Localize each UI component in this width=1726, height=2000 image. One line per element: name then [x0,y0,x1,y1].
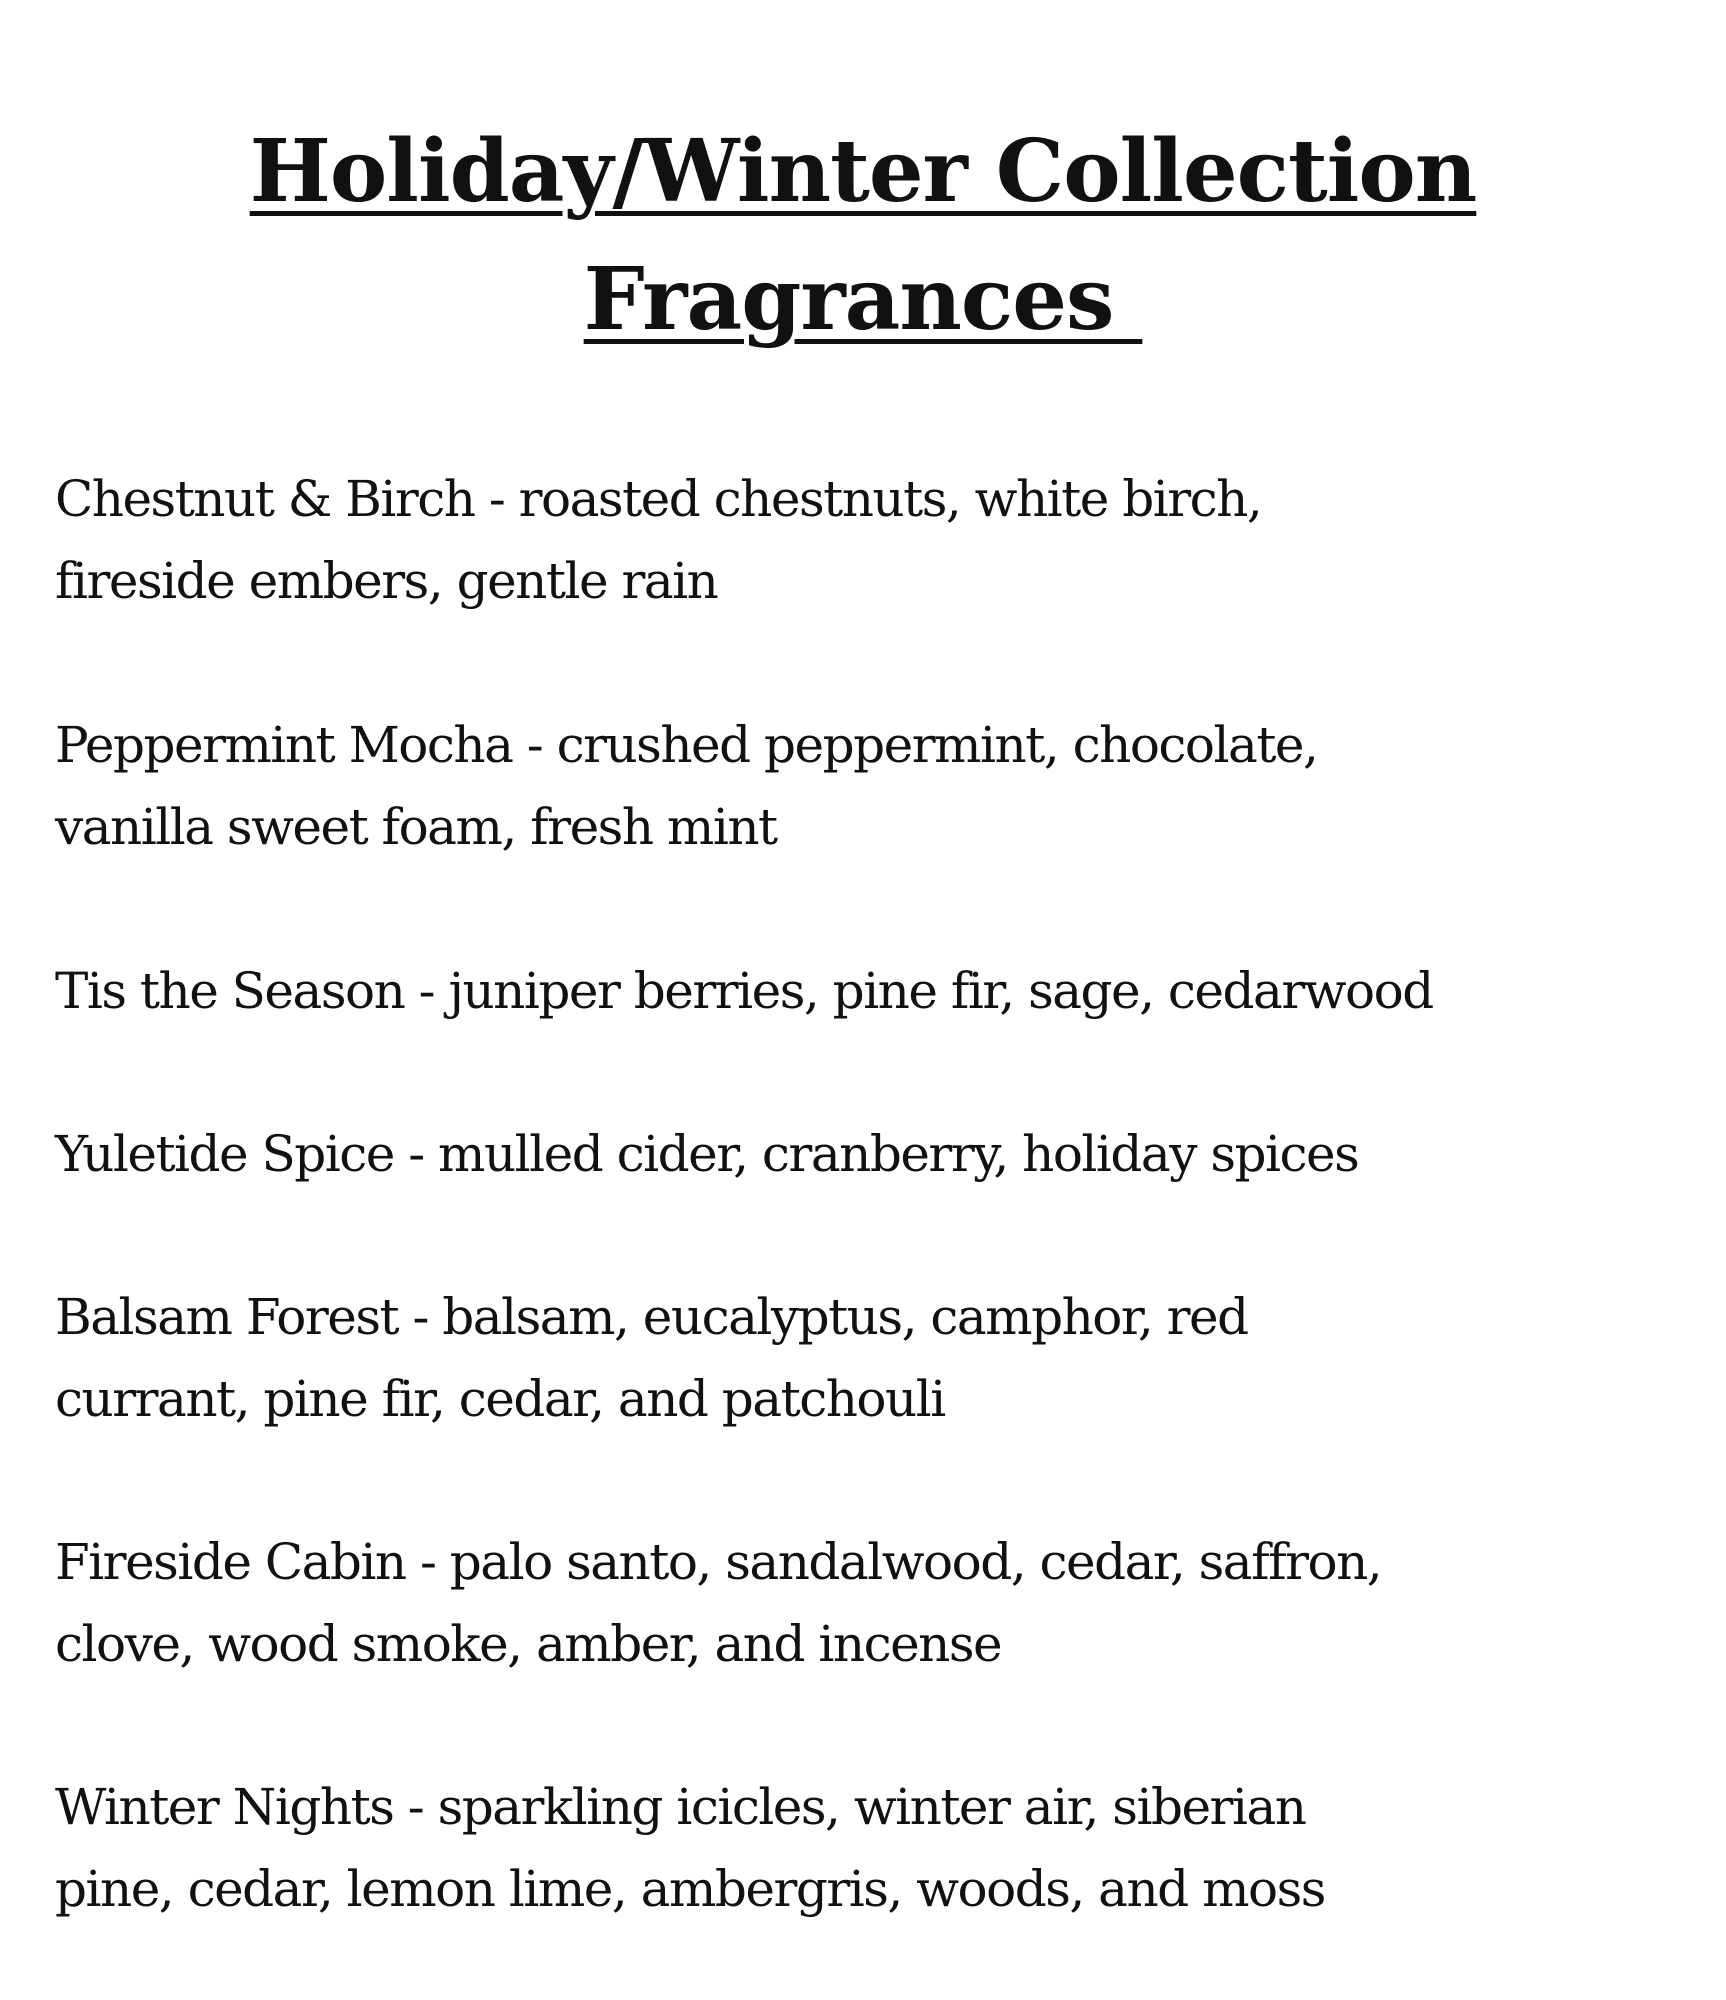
title-line-2 [0,236,1726,364]
fragrance-description-line: vanilla sweet foam, fresh mint [55,798,777,856]
title-line-1 [0,108,1726,236]
fragrance-item-winter-nights [55,1766,1675,1930]
fragrance-description-line: fireside embers, gentle rain [55,552,718,610]
title-line-2-text: Fragrances [583,249,1143,350]
title-line-1-text: Holiday/Winter Collection [249,121,1477,222]
fragrance-description-line: currant, pine fir, cedar, and patchouli [55,1370,945,1428]
fragrance-item-fireside-cabin [55,1521,1675,1685]
fragrance-item-yuletide-spice [55,1113,1675,1195]
fragrance-item-chestnut-birch [55,458,1675,622]
fragrance-description-line: Balsam Forest - balsam, eucalyptus, camphor, red [55,1288,1248,1346]
fragrance-item-tis-the-season [55,950,1675,1032]
fragrance-description-line: Chestnut & Birch - roasted chestnuts, white birch, [55,470,1262,528]
fragrance-description-line: Winter Nights - sparkling icicles, winter air, siberian [55,1778,1306,1836]
fragrance-item-balsam-forest [55,1276,1675,1440]
fragrance-description-line: Fireside Cabin - palo santo, sandalwood, cedar, saffron, [55,1533,1382,1591]
fragrance-item-peppermint-mocha [55,704,1675,868]
fragrance-description-line: Peppermint Mocha - crushed peppermint, chocolate, [55,716,1318,774]
fragrance-description-line: Yuletide Spice - mulled cider, cranberry, holiday spices [55,1125,1359,1183]
fragrance-description-line: pine, cedar, lemon lime, ambergris, woods, and moss [55,1860,1325,1918]
page-title [0,108,1726,364]
fragrance-description-line: Tis the Season - juniper berries, pine fir, sage, cedarwood [55,962,1433,1020]
fragrance-description-line: clove, wood smoke, amber, and incense [55,1615,1002,1673]
